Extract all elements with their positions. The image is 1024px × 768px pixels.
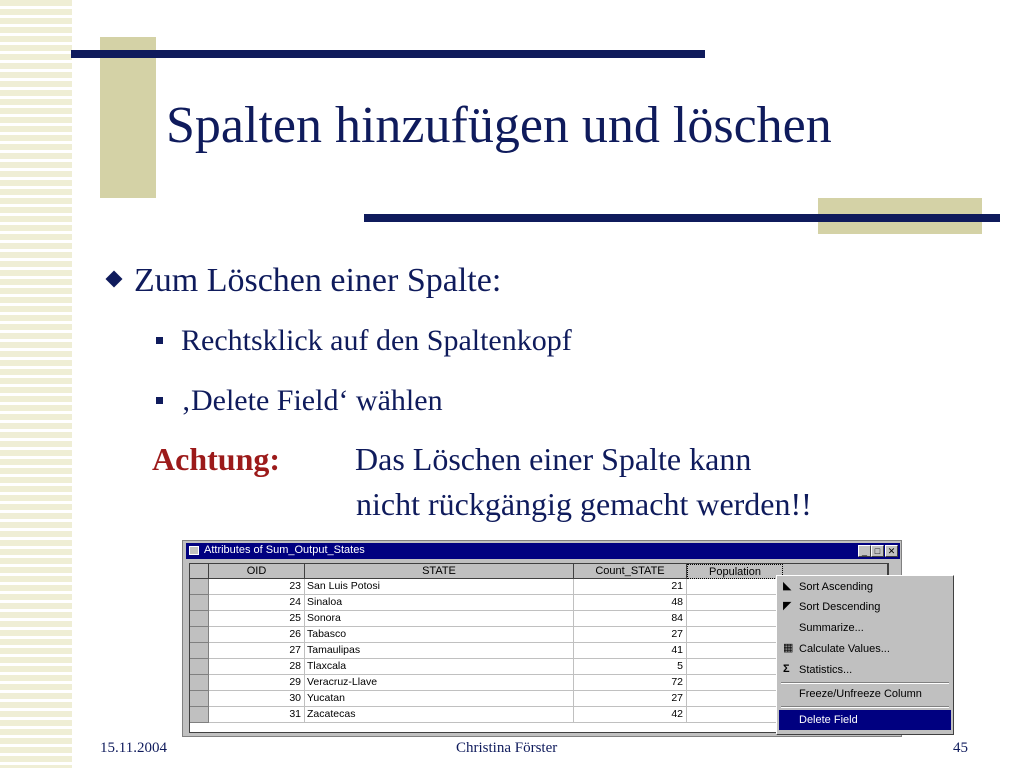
cell-oid[interactable]: 23 [209, 579, 305, 595]
main-bullet [108, 262, 501, 300]
main-bullet-text: Zum Löschen einer Spalte: [134, 262, 502, 299]
cell-oid[interactable]: 31 [209, 707, 305, 723]
sub-bullet-text: ‚Delete Field‘ wählen [181, 384, 443, 417]
cell-oid[interactable]: 25 [209, 611, 305, 627]
title-top-bar [71, 50, 705, 58]
cell-state[interactable]: Tabasco [305, 627, 574, 643]
row-selector[interactable] [190, 611, 209, 627]
cell-state[interactable]: Tlaxcala [305, 659, 574, 675]
cell-state[interactable]: Yucatan [305, 691, 574, 707]
cell-oid[interactable]: 28 [209, 659, 305, 675]
cell-population[interactable] [687, 595, 783, 611]
cell-population[interactable] [687, 579, 783, 595]
cell-oid[interactable]: 26 [209, 627, 305, 643]
cell-count-state[interactable]: 41 [574, 643, 687, 659]
cell-state[interactable]: Veracruz-Llave [305, 675, 574, 691]
cell-oid[interactable]: 24 [209, 595, 305, 611]
warning-label: Achtung: [152, 441, 281, 477]
row-selector[interactable] [190, 643, 209, 659]
decorative-stripe [0, 0, 72, 768]
menu-item-label: Statistics... [799, 664, 853, 676]
menu-item-sort-ascending[interactable] [779, 577, 951, 597]
menu-item-label: Calculate Values... [799, 643, 890, 655]
cell-population[interactable] [687, 675, 783, 691]
menu-item-calculate-values[interactable] [779, 639, 951, 659]
minimize-button[interactable]: _ [858, 545, 871, 557]
menu-item-label: Freeze/Unfreeze Column [799, 688, 922, 700]
cell-state[interactable]: Tamaulipas [305, 643, 574, 659]
sub-bullet-1 [156, 324, 572, 358]
cell-oid[interactable]: 27 [209, 643, 305, 659]
sort-ascending-icon: ◣ [783, 580, 792, 592]
title-accent-block [100, 37, 156, 198]
cell-count-state[interactable]: 72 [574, 675, 687, 691]
cell-population[interactable] [687, 691, 783, 707]
footer-date: 15.11.2004 [100, 740, 167, 756]
menu-item-label: Summarize... [799, 622, 864, 634]
menu-item-sort-descending[interactable] [779, 597, 951, 617]
cell-oid[interactable]: 29 [209, 675, 305, 691]
context-menu [776, 575, 954, 735]
column-header-state[interactable]: STATE [305, 564, 574, 579]
cell-state[interactable]: San Luis Potosi [305, 579, 574, 595]
cell-state[interactable]: Sinaloa [305, 595, 574, 611]
menu-item-delete-field[interactable] [779, 710, 951, 730]
warning-text-line1: Das Löschen einer Spalte kann [355, 441, 752, 477]
cell-state[interactable]: Zacatecas [305, 707, 574, 723]
table-icon [189, 546, 199, 555]
cell-population[interactable] [687, 659, 783, 675]
footer-author: Christina Förster [456, 740, 558, 756]
sort-descending-icon: ◤ [783, 600, 792, 612]
warning-text-line2: nicht rückgängig gemacht werden!! [356, 486, 812, 522]
cell-count-state[interactable]: 27 [574, 627, 687, 643]
menu-item-statistics[interactable] [779, 660, 951, 680]
cell-count-state[interactable]: 42 [574, 707, 687, 723]
row-selector[interactable] [190, 691, 209, 707]
sigma-icon: Σ [783, 663, 790, 675]
menu-item-label: Delete Field [799, 714, 858, 726]
maximize-button[interactable]: □ [871, 545, 884, 557]
sub-bullet-2 [156, 384, 443, 418]
window-title: Attributes of Sum_Output_States [204, 544, 365, 556]
sub-bullet-text: Rechtsklick auf den Spaltenkopf [181, 324, 572, 357]
cell-population[interactable] [687, 627, 783, 643]
cell-count-state[interactable]: 5 [574, 659, 687, 675]
menu-item-label: Sort Ascending [799, 581, 873, 593]
slide-title: Spalten hinzufügen und löschen [166, 97, 832, 154]
cell-oid[interactable]: 30 [209, 691, 305, 707]
cell-population[interactable] [687, 707, 783, 723]
cell-state[interactable]: Sonora [305, 611, 574, 627]
menu-item-label: Sort Descending [799, 601, 881, 613]
cell-count-state[interactable]: 48 [574, 595, 687, 611]
row-selector[interactable] [190, 659, 209, 675]
menu-separator [781, 706, 949, 708]
close-button[interactable]: ✕ [885, 545, 898, 557]
column-header-oid[interactable]: OID [209, 564, 305, 579]
row-selector[interactable] [190, 707, 209, 723]
diamond-bullet-icon [106, 271, 123, 288]
menu-item-summarize[interactable] [779, 618, 951, 638]
column-header-count-state[interactable]: Count_STATE [574, 564, 687, 579]
row-selector[interactable] [190, 627, 209, 643]
cell-population[interactable] [687, 643, 783, 659]
footer-page-number: 45 [953, 740, 968, 756]
menu-item-freeze-column[interactable] [779, 684, 951, 704]
calculator-icon: ▦ [783, 642, 794, 654]
cell-population[interactable] [687, 611, 783, 627]
window-titlebar[interactable] [186, 543, 900, 559]
cell-count-state[interactable]: 27 [574, 691, 687, 707]
row-selector[interactable] [190, 595, 209, 611]
title-bottom-bar [364, 214, 1000, 222]
row-selector[interactable] [190, 579, 209, 595]
square-bullet-icon [156, 397, 163, 404]
row-selector-header[interactable] [190, 564, 209, 579]
cell-count-state[interactable]: 84 [574, 611, 687, 627]
cell-count-state[interactable]: 21 [574, 579, 687, 595]
square-bullet-icon [156, 337, 163, 344]
column-header-population[interactable]: Population [687, 564, 783, 579]
row-selector[interactable] [190, 675, 209, 691]
